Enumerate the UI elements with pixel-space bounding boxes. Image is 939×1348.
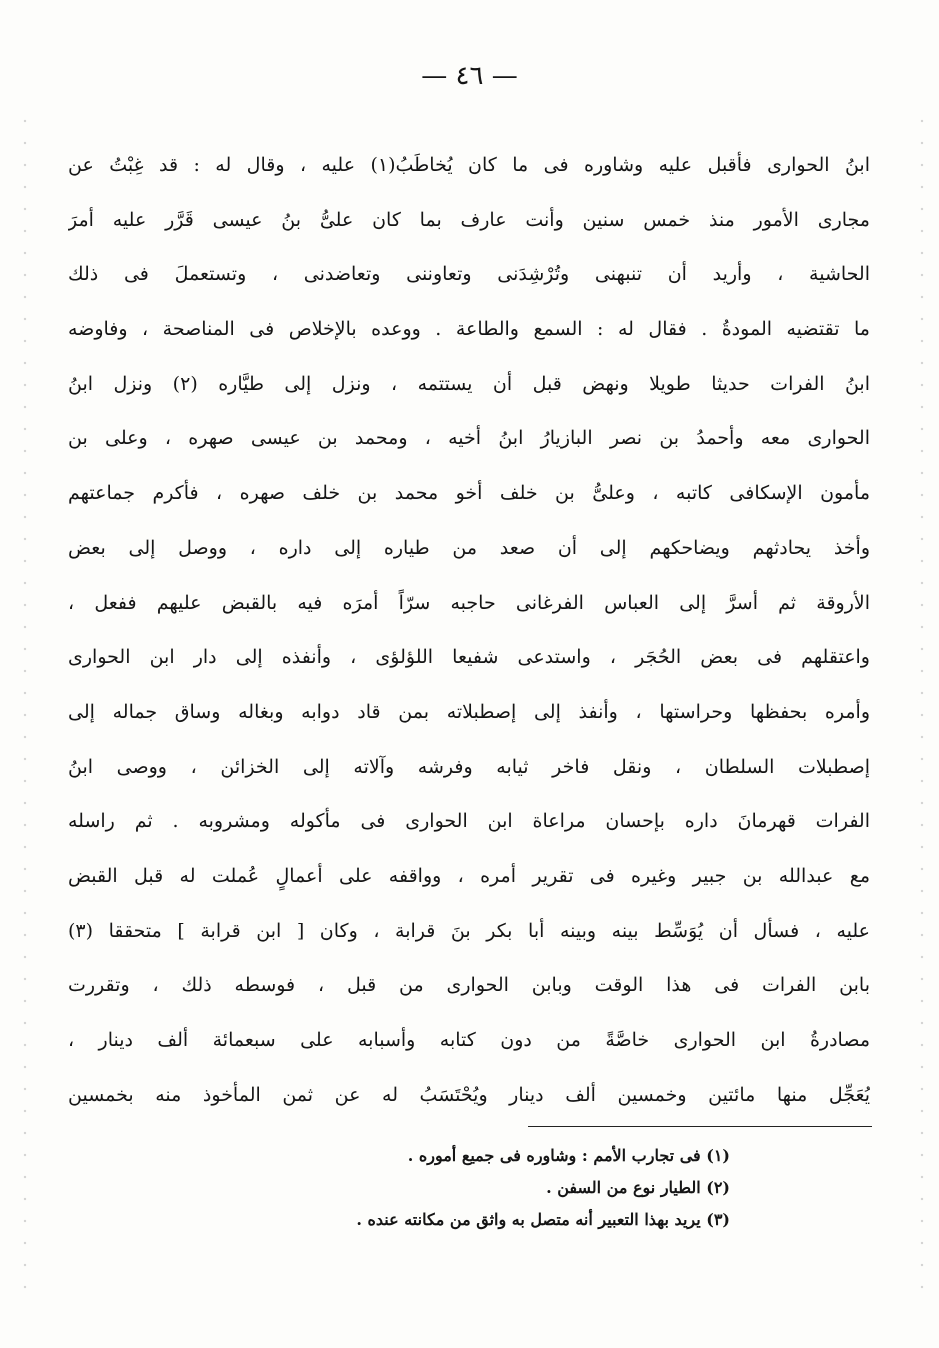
- main-text: [68, 138, 870, 1122]
- text-line: الأروقة ثم أسرَّ إلى العباس الفرغانى حاجبه سرّاً أمرَه فيه بالقبض عليهم ففعل ،: [68, 591, 870, 614]
- text-line: مجارى الأمور منذ خمس سنين وأنت عارف بما كان علىُّ بنُ عيسى قَرَّر عليه أمرَ: [68, 208, 870, 231]
- binding-dots-left: [22, 110, 28, 1290]
- footnote-3: (٣) يريد بهذا التعبير أنه متصل به واثق من مكانته عنده .: [356, 1210, 730, 1229]
- footnote-separator: [528, 1126, 872, 1127]
- footnote-2: (٢) الطيار نوع من السفن .: [546, 1178, 730, 1197]
- text-line: الحوارى معه وأحمدُ بن نصر البازيارُ ابنُ أخيه ، ومحمد بن عيسى صهره ، وعلى بن: [68, 427, 870, 450]
- text-line: يُعَجِّل منها مائتين وخمسين ألف دينار ويُحْتَسَبُ له عن ثمن المأخوذ منه بخمسين: [68, 1083, 870, 1106]
- footnote-1: (١) فى تجارب الأمم : وشاوره فى جميع أموره .: [407, 1146, 730, 1165]
- text-line: بابن الفرات فى هذا الوقت وبابن الحوارى من قبل ، فوسطه ذلك ، وتقررت: [68, 974, 870, 997]
- text-line: الحاشية ، وأريد أن تنبهنى وتُرْشِدَنى وتعاوننى وتعاضدنى ، وتستعملَ فى ذلك: [68, 263, 870, 286]
- text-line: الفرات قهرمانَ داره بإحسان مراعاة ابن الحوارى فى مأكوله ومشروبه . ثم راسله: [68, 810, 870, 833]
- footnotes: [300, 1140, 730, 1236]
- text-line: واعتقلهم فى بعض الحُجَر ، واستدعى شفيعا اللؤلؤى ، وأنفذه إلى دار ابن الحوارى: [68, 646, 870, 669]
- text-line: وأمره بحفظها وحراستها ، وأنفذ إلى إصطبلاته بمن قاد دوابه وبغاله وساق جماله إلى: [68, 700, 870, 723]
- text-line: مأمون الإسكافى كاتبه ، وعلىُّ بن خلف أخو محمد بن خلف صهره ، فأكرم جماعتهم: [68, 482, 870, 505]
- page-number: — ٤٦ —: [421, 61, 518, 91]
- text-line: مع عبدالله بن جبير وغيره فى تقرير أمره ، وواقفه على أعمالٍ عُملت له قبل القبض: [68, 864, 870, 887]
- binding-dots-right: [919, 110, 925, 1290]
- text-line: ابنُ الحوارى فأقبل عليه وشاوره فى ما كان يُخاطَبُ(١) عليه ، وقال له : قد غِبْتُ عن: [68, 154, 870, 176]
- text-line: وأخذ يحادثهم ويضاحكهم إلى أن صعد من طياره إلى داره ، ووصل إلى بعض: [68, 536, 870, 559]
- text-line: ما تقتضيه المودةُ . فقال له : السمع والطاعة . ووعده بالإخلاص فى المناصحة ، وفاوضه: [68, 318, 870, 341]
- text-line: عليه ، فسأل أن يُوَسِّط بينه وبينه أبا بكر بنَ قرابة ، وكان [ ابن قرابة ] متحققا (٣): [68, 919, 870, 942]
- text-line: مصادرةُ ابن الحوارى خاصَّةً من دون كتابه وأسبابه على سبعمائة ألف دينار ،: [68, 1029, 870, 1051]
- text-line: إصطبلات السلطان ، ونقل فاخر ثيابه وفرشه وآلاته إلى الخزائن ، ووصى ابنُ: [68, 755, 870, 778]
- text-line: ابنُ الفرات حديثا طويلا ونهض قبل أن يستتمه ، ونزل إلى طيَّاره (٢) ونزل ابنُ: [68, 372, 870, 395]
